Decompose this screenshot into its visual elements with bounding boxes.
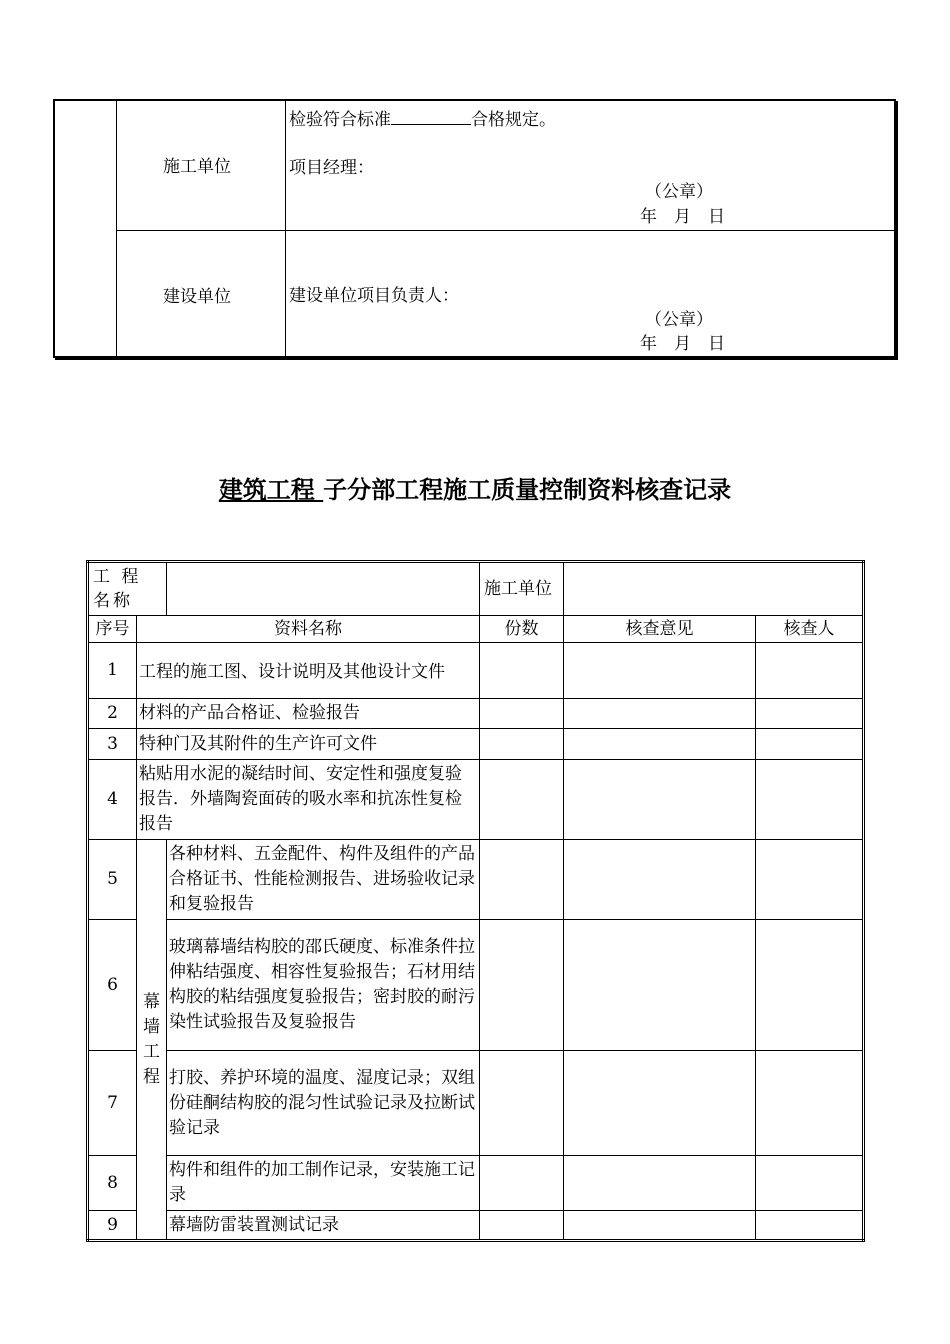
checker-cell[interactable] <box>756 920 864 1051</box>
row-doc-name: 粘贴用水泥的凝结时间、安定性和强度复验报告．外墙陶瓷面砖的吸水率和抗冻性复检报告 <box>137 760 480 840</box>
curtain-wall-group-label: 幕墙工程 <box>137 840 167 1241</box>
opinion-cell[interactable] <box>564 1156 756 1211</box>
project-name-field[interactable] <box>167 562 480 616</box>
row-seq: 5 <box>88 840 137 920</box>
construction-unit-label: 施工单位 <box>163 157 231 177</box>
table-row <box>88 760 864 840</box>
opinion-cell[interactable] <box>564 699 756 729</box>
row-seq: 7 <box>88 1051 137 1156</box>
owner-seal: （公章） <box>645 310 713 330</box>
table-row <box>88 1156 864 1211</box>
copies-cell[interactable] <box>480 699 564 729</box>
construction-unit-header: 施工单位 <box>480 562 564 616</box>
checker-cell[interactable] <box>756 1211 864 1241</box>
copies-cell[interactable] <box>480 1051 564 1156</box>
checker-cell[interactable] <box>756 760 864 840</box>
project-manager-label: 项目经理： <box>289 158 374 178</box>
compliance-suffix: 合格规定。 <box>471 110 556 130</box>
owner-responsible-label: 建设单位项目负责人： <box>289 286 459 306</box>
checker-cell[interactable] <box>756 699 864 729</box>
row-doc-name: 工程的施工图、设计说明及其他设计文件 <box>137 643 480 699</box>
checker-cell[interactable] <box>756 729 864 760</box>
row-doc-name: 玻璃幕墙结构胶的邵氏硬度、标准条件拉伸粘结强度、相容性复验报告；石材用结构胶的粘结强度复验报告；密封胶的耐污染性试验报告及复验报告 <box>167 920 480 1051</box>
signature-table <box>53 99 896 358</box>
construction-seal: （公章） <box>645 182 713 202</box>
table-divider <box>116 100 117 357</box>
opinion-cell[interactable] <box>564 729 756 760</box>
row-doc-name: 构件和组件的加工制作记录，安装施工记录 <box>167 1156 480 1211</box>
project-name-label: 工 程 名称 <box>88 562 167 616</box>
checker-cell[interactable] <box>756 1051 864 1156</box>
title-rest: 子分部工程施工质量控制资料核查记录 <box>323 475 732 504</box>
opinion-cell[interactable] <box>564 643 756 699</box>
doc-name-header: 资料名称 <box>137 616 480 643</box>
copies-cell[interactable] <box>480 1211 564 1241</box>
owner-unit-label: 建设单位 <box>163 287 231 307</box>
construction-unit-field[interactable] <box>564 562 864 616</box>
quality-check-table <box>86 560 865 1242</box>
title-underlined-part: 建筑工程 <box>218 475 324 504</box>
copies-cell[interactable] <box>480 760 564 840</box>
copies-cell[interactable] <box>480 1156 564 1211</box>
page-title <box>0 470 950 505</box>
copies-cell[interactable] <box>480 729 564 760</box>
opinion-cell[interactable] <box>564 760 756 840</box>
row-seq: 8 <box>88 1156 137 1211</box>
opinion-cell[interactable] <box>564 920 756 1051</box>
table-row <box>88 1211 864 1241</box>
copies-cell[interactable] <box>480 643 564 699</box>
row-seq: 6 <box>88 920 137 1051</box>
construction-date: 年 月 日 <box>640 207 725 227</box>
table-row <box>88 643 864 699</box>
row-doc-name: 材料的产品合格证、检验报告 <box>137 699 480 729</box>
copies-header: 份数 <box>480 616 564 643</box>
table-row <box>88 920 864 1051</box>
checker-cell[interactable] <box>756 1156 864 1211</box>
copies-cell[interactable] <box>480 920 564 1051</box>
table-row <box>88 1051 864 1156</box>
seq-header: 序号 <box>88 616 137 643</box>
opinion-cell[interactable] <box>564 1211 756 1241</box>
row-seq: 3 <box>88 729 137 760</box>
compliance-prefix: 检验符合标准 <box>289 110 391 130</box>
row-doc-name: 打胶、养护环境的温度、湿度记录；双组份硅酮结构胶的混匀性试验记录及拉断试验记录 <box>167 1051 480 1156</box>
row-seq: 2 <box>88 699 137 729</box>
table-divider <box>285 100 286 357</box>
header-row <box>88 616 864 643</box>
opinion-header: 核查意见 <box>564 616 756 643</box>
table-divider <box>116 230 894 231</box>
opinion-cell[interactable] <box>564 1051 756 1156</box>
checker-header: 核查人 <box>756 616 864 643</box>
row-doc-name: 幕墙防雷装置测试记录 <box>167 1211 480 1241</box>
row-doc-name: 特种门及其附件的生产许可文件 <box>137 729 480 760</box>
checker-cell[interactable] <box>756 840 864 920</box>
row-seq: 9 <box>88 1211 137 1241</box>
checker-cell[interactable] <box>756 643 864 699</box>
table-row <box>88 699 864 729</box>
row-seq: 1 <box>88 643 137 699</box>
table-row <box>88 840 864 920</box>
owner-date: 年 月 日 <box>640 334 725 354</box>
standard-compliance-line <box>289 106 556 132</box>
copies-cell[interactable] <box>480 840 564 920</box>
row-doc-name: 各种材料、五金配件、构件及组件的产品合格证书、性能检测报告、进场验收记录和复验报告 <box>167 840 480 920</box>
row-seq: 4 <box>88 760 137 840</box>
standard-blank[interactable] <box>391 106 471 125</box>
opinion-cell[interactable] <box>564 840 756 920</box>
table-row <box>88 562 864 616</box>
table-row <box>88 729 864 760</box>
